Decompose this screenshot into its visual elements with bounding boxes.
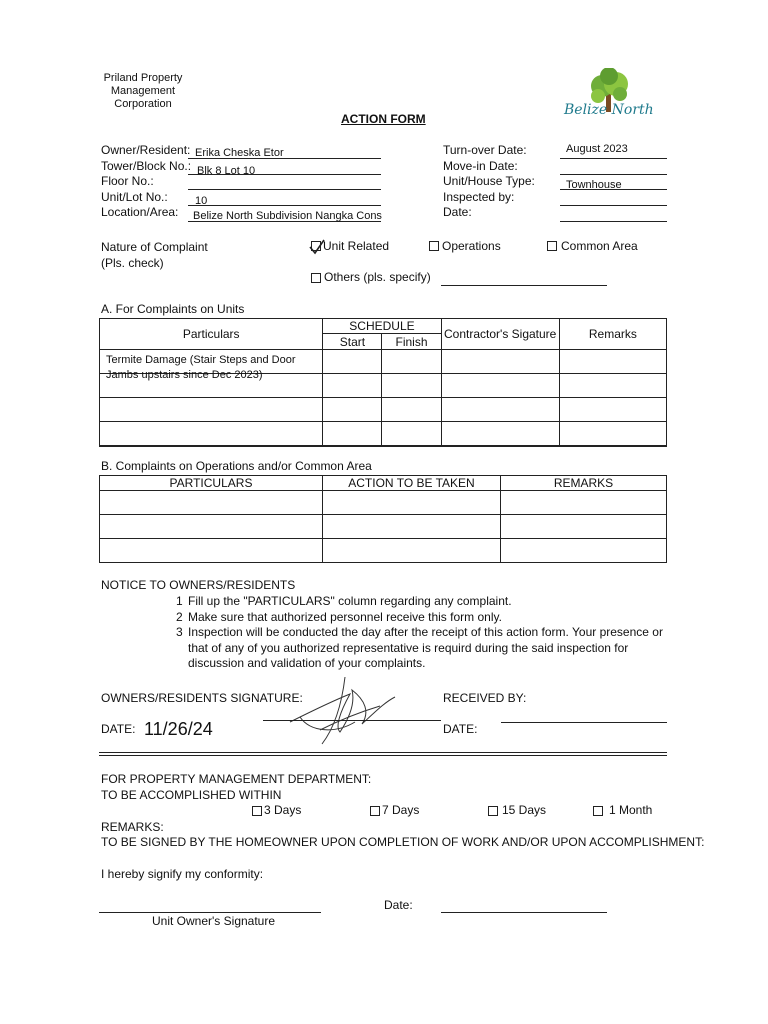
- remarks-header: Remarks: [559, 319, 666, 350]
- finish-header: Finish: [382, 334, 441, 350]
- house-type-value: Townhouse: [566, 179, 622, 191]
- unit-related-label: Unit Related: [323, 239, 390, 253]
- owner-final-signature-line: [99, 912, 321, 913]
- common-area-checkbox[interactable]: [547, 241, 557, 251]
- section-b-title: B. Complaints on Operations and/or Common Area: [101, 459, 372, 473]
- notice-list: [176, 594, 666, 672]
- one-month-checkbox[interactable]: [593, 806, 603, 816]
- table-row: [100, 422, 667, 447]
- final-date-line: [441, 912, 607, 913]
- table-row: [100, 515, 667, 539]
- movein-label: Move-in Date:: [443, 158, 518, 173]
- owner-date-label: DATE:: [101, 722, 136, 736]
- table-row: [100, 398, 667, 422]
- inspected-line: [560, 205, 667, 206]
- owner-label: Owner/Resident:: [101, 143, 191, 157]
- three-days-label: 3 Days: [264, 803, 302, 817]
- unit-line: [188, 205, 381, 206]
- b-action-header: ACTION TO BE TAKEN: [323, 476, 501, 491]
- tower-value: Blk 8 Lot 10: [197, 165, 256, 177]
- unit-label: Unit/Lot No.:: [101, 189, 168, 204]
- divider-bottom: [99, 755, 667, 756]
- operations-complaint-table: [99, 475, 667, 563]
- received-date-label: DATE:: [443, 722, 478, 736]
- right-field-labels: [443, 143, 535, 221]
- operations-label: Operations: [442, 239, 501, 253]
- floor-label: Floor No.:: [101, 174, 154, 188]
- operations-checkbox[interactable]: [429, 241, 439, 251]
- three-days-checkbox[interactable]: [252, 806, 262, 816]
- section-a-title: A. For Complaints on Units: [101, 302, 245, 316]
- owner-value: Erika Cheska Etor: [195, 147, 284, 159]
- schedule-header: SCHEDULE: [323, 319, 441, 334]
- pm-heading: FOR PROPERTY MANAGEMENT DEPARTMENT: TO BE ACCOMPLISHED WITHIN: [101, 772, 372, 802]
- received-by-label: RECEIVED BY:: [443, 691, 527, 705]
- left-field-labels: [101, 143, 191, 221]
- location-label: Location/Area:: [101, 205, 179, 219]
- turnover-label: Turn-over Date:: [443, 143, 527, 157]
- fifteen-days-label: 15 Days: [502, 803, 547, 817]
- owner-date-value: 11/26/24: [144, 719, 213, 739]
- seven-days-label: 7 Days: [382, 803, 420, 817]
- handwritten-signature: [280, 672, 400, 748]
- owner-signature-label: OWNERS/RESIDENTS SIGNATURE:: [101, 691, 303, 705]
- date-label: Date:: [443, 205, 472, 219]
- contractor-header: Contractor's Sigature: [441, 319, 559, 350]
- belize-north-logo: [562, 68, 666, 126]
- divider-top: [99, 752, 667, 753]
- form-title: ACTION FORM: [341, 112, 426, 126]
- received-by-line: [501, 722, 667, 723]
- list-item: 1 Fill up the "PARTICULARS" column regarding any complaint.: [176, 594, 512, 608]
- movein-line: [560, 174, 667, 175]
- owner-signature-line: [263, 720, 441, 721]
- complaint-entry: Termite Damage (Stair Steps and Door Jambs upstairs since Dec 2023): [106, 354, 296, 381]
- notice-title: NOTICE TO OWNERS/RESIDENTS: [101, 578, 296, 592]
- seven-days-checkbox[interactable]: [370, 806, 380, 816]
- others-label: Others (pls. specify): [324, 270, 431, 284]
- others-specify-line: [441, 285, 607, 286]
- start-header: Start: [323, 334, 382, 350]
- company-name: Priland Property Management Corporation: [103, 72, 183, 110]
- completion-notice: TO BE SIGNED BY THE HOMEOWNER UPON COMPLETION OF WORK AND/OR UPON ACCOMPLISHMENT:: [101, 835, 705, 849]
- tower-label: Tower/Block No.:: [101, 158, 192, 173]
- date-line: [560, 221, 667, 222]
- unit-owner-signature-label: Unit Owner's Signature: [152, 914, 276, 928]
- unit-value: 10: [195, 195, 208, 207]
- one-month-label: 1 Month: [609, 803, 653, 817]
- table-row: [100, 539, 667, 563]
- floor-line: [188, 189, 381, 190]
- b-remarks-header: REMARKS: [501, 476, 667, 491]
- turnover-value: August 2023: [566, 143, 628, 155]
- logo-text: Belize North: [564, 102, 654, 118]
- house-type-label: Unit/House Type:: [443, 174, 535, 188]
- common-area-label: Common Area: [561, 239, 638, 253]
- particulars-header: Particulars: [100, 319, 323, 350]
- fifteen-days-checkbox[interactable]: [488, 806, 498, 816]
- table-row: [100, 491, 667, 515]
- b-particulars-header: PARTICULARS: [100, 476, 323, 491]
- others-checkbox[interactable]: [311, 273, 321, 283]
- turnover-line: [560, 158, 667, 159]
- list-item: 3 Inspection will be conducted the day after the receipt of this action form. Your presence or that of any of you authorized representative is requird during the said inspection for discussion and validation of your complaints.: [176, 625, 663, 670]
- conformity-text: I hereby signify my conformity:: [101, 867, 264, 881]
- remarks-label: REMARKS:: [101, 820, 164, 834]
- list-item: 2 Make sure that authorized personnel receive this form only.: [176, 609, 502, 624]
- final-date-label: Date:: [384, 898, 413, 912]
- inspected-label: Inspected by:: [443, 189, 515, 204]
- complaint-label: Nature of Complaint (Pls. check): [101, 240, 208, 270]
- location-value: Belize North Subdivision Nangka Cons: [193, 210, 382, 222]
